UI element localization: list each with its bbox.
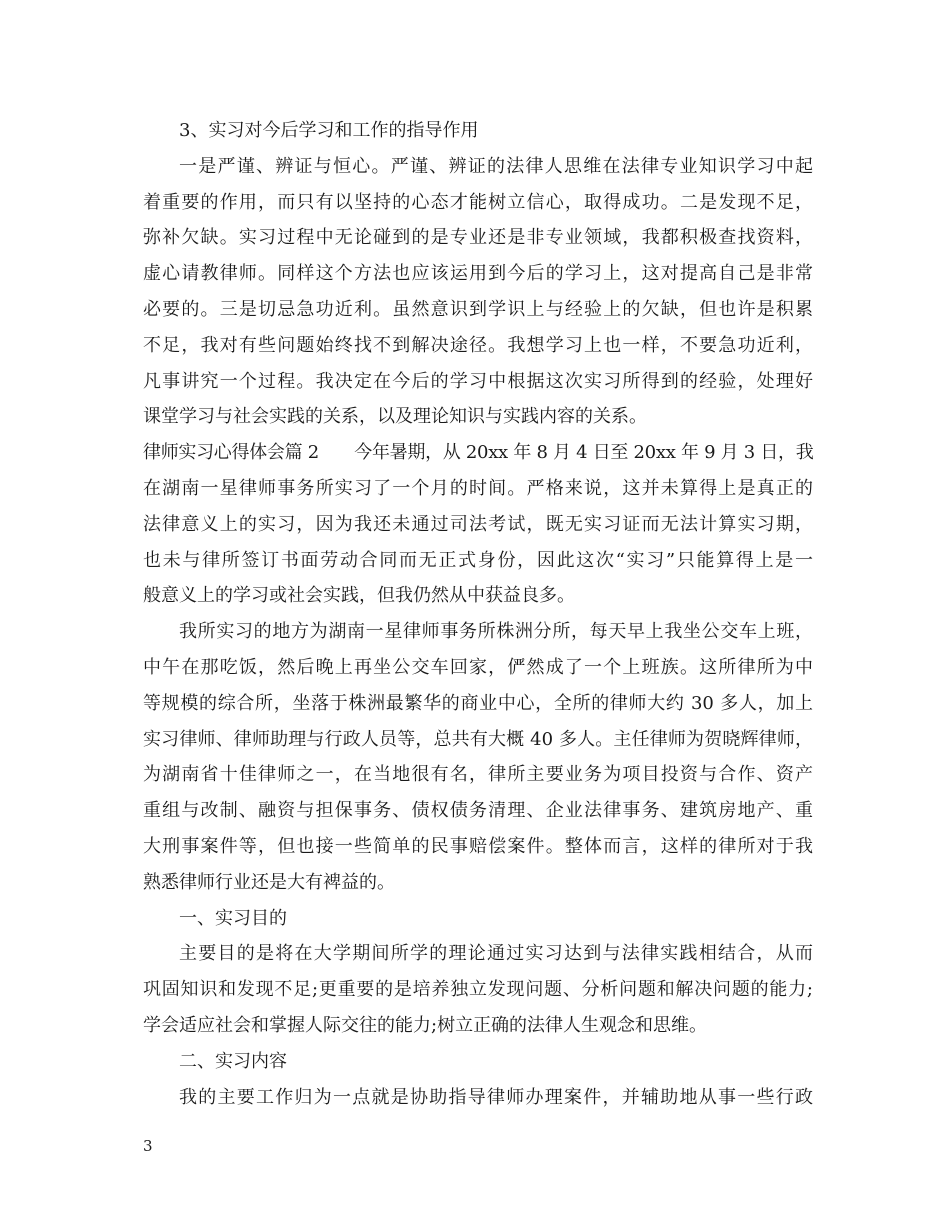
- text-line: 二、实习内容: [179, 1050, 287, 1072]
- text-line: 般意义上的学习或社会实践，但我仍然从中获益良多。: [143, 585, 575, 607]
- text-line: 主要目的是将在大学期间所学的理论通过实习达到与法律实践相结合，从而: [179, 943, 813, 965]
- text-line: 学会适应社会和掌握人际交往的能力;树立正确的法律人生观念和思维。: [143, 1014, 708, 1036]
- text-line: 实习律师、律师助理与行政人员等，总共有大概 40 多人。主任律师为贺晓辉律师，: [143, 728, 813, 750]
- text-line: 等规模的综合所，坐落于株洲最繁华的商业中心，全所的律师大约 30 多人，加上: [143, 692, 813, 714]
- text-line: 熟悉律师行业还是大有裨益的。: [143, 871, 395, 893]
- text-line: 弥补欠缺。实习过程中无论碰到的是专业还是非专业领域，我都积极查找资料，: [143, 227, 813, 249]
- text-line: 为湖南省十佳律师之一，在当地很有名，律所主要业务为项目投资与合作、资产: [143, 764, 813, 786]
- text-line: 大刑事案件等，但也接一些简单的民事赔偿案件。整体而言，这样的律所对于我: [143, 835, 813, 857]
- text-line: 凡事讲究一个过程。我决定在今后的学习中根据这次实习所得到的经验，处理好: [143, 370, 813, 392]
- text-line: 重组与改制、融资与担保事务、债权债务清理、企业法律事务、建筑房地产、重: [143, 800, 813, 822]
- text-line: 3、实习对今后学习和工作的指导作用: [179, 120, 479, 141]
- text-line: 课堂学习与社会实践的关系，以及理论知识与实践内容的关系。: [143, 406, 647, 428]
- text-line: 在湖南一星律师事务所实习了一个月的时间。严格来说，这并未算得上是真正的: [143, 477, 813, 499]
- text-line: 着重要的作用，而只有以坚持的心态才能树立信心，取得成功。二是发现不足，: [143, 191, 813, 213]
- document-body: [143, 113, 813, 1115]
- page-number: 3: [143, 1137, 153, 1155]
- text-line: 必要的。三是切忌急功近利。虽然意识到学识上与经验上的欠缺，但也许是积累: [143, 298, 813, 320]
- text-line: 一是严谨、辨证与恒心。严谨、辨证的法律人思维在法律专业知识学习中起: [179, 155, 813, 177]
- text-line: 中午在那吃饭，然后晚上再坐公交车回家，俨然成了一个上班族。这所律所为中: [143, 656, 813, 678]
- text-line: 巩固知识和发现不足;更重要的是培养独立发现问题、分析问题和解决问题的能力;: [143, 979, 813, 1001]
- text-line: 一、实习目的: [179, 907, 287, 929]
- text-line: 法律意义上的实习，因为我还未通过司法考试，既无实习证而无法计算实习期，: [143, 513, 813, 535]
- text-line: 也未与律所签订书面劳动合同而无正式身份，因此这次“实习”只能算得上是一: [143, 549, 813, 571]
- text-line: 不足，我对有些问题始终找不到解决途径。我想学习上也一样，不要急功近利，: [143, 334, 813, 356]
- text-line: 律师实习心得体会篇 2 今年暑期，从 20xx 年 8 月 4 日至 20xx 年 9 月 3 日，我: [143, 442, 814, 464]
- text-line: 我所实习的地方为湖南一星律师事务所株洲分所，每天早上我坐公交车上班，: [179, 621, 813, 643]
- text-line: 我的主要工作归为一点就是协助指导律师办理案件，并辅助地从事一些行政: [179, 1086, 813, 1108]
- text-line: 虚心请教律师。同样这个方法也应该运用到今后的学习上，这对提高自己是非常: [143, 263, 813, 285]
